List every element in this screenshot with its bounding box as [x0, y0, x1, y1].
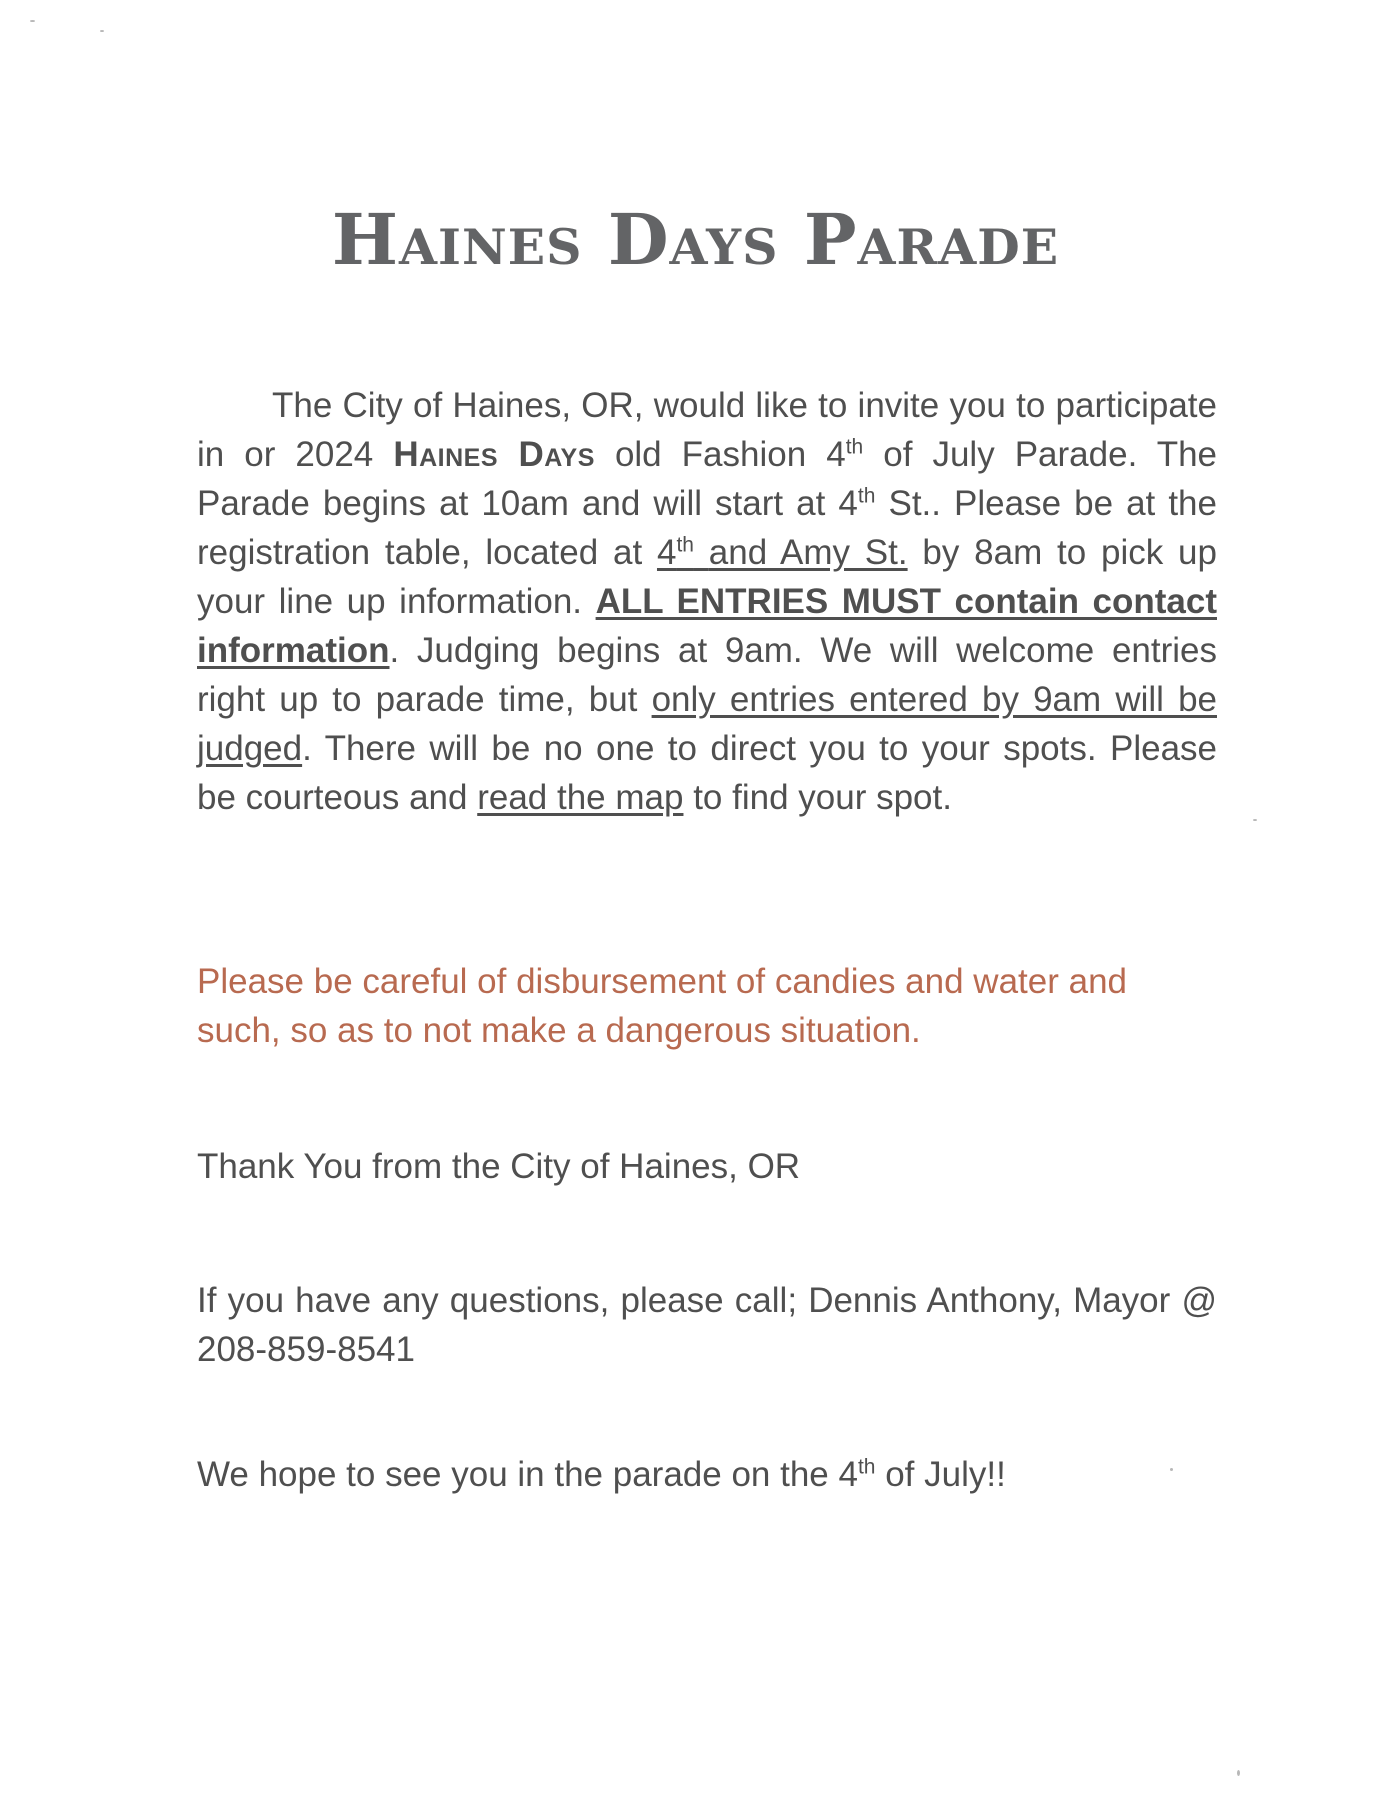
intro-text-1: The City of Haines, OR, would like to invite you to participate in or 2024	[197, 386, 1217, 474]
scan-speck	[30, 20, 35, 22]
thank-you-line: Thank You from the City of Haines, OR	[197, 1147, 801, 1186]
contact-paragraph: If you have any questions, please call; Dennis Anthony, Mayor @ 208-859-8541	[197, 1281, 1217, 1369]
closing-line	[197, 1450, 1217, 1499]
ordinal-suffix: th	[676, 533, 694, 557]
intro-text-7: . There will be no one to direct you to your spots. Please be courteous and	[197, 729, 1217, 817]
scan-speck	[100, 30, 104, 32]
contact-info-requirement: ALL ENTRIES MUST contain contact information	[197, 582, 1217, 670]
ordinal-suffix: th	[845, 435, 864, 459]
event-name: Haines Days	[393, 435, 595, 474]
intro-text-3: of July Parade. The Parade begins at 10am and will start at 4	[197, 435, 1217, 523]
closing-text-1: We hope to see you in the parade on the 4	[197, 1455, 858, 1494]
intro-text-5: by 8am to pick up your line up information.	[197, 533, 1217, 621]
safety-warning: Please be careful of disbursement of candies and water and such, so as to not make a dangerous situation.	[197, 962, 1128, 1050]
judging-deadline: only entries entered by 9am will be judged	[197, 680, 1217, 768]
scan-speck	[1170, 1468, 1173, 1471]
intro-text-8: to find your spot.	[693, 778, 952, 817]
scan-speck	[1237, 1770, 1240, 1776]
intro-text-2: old Fashion 4	[614, 435, 846, 474]
location-number: 4	[656, 533, 677, 572]
scan-speck	[1253, 819, 1257, 821]
read-map-note: read the map	[477, 778, 684, 817]
ordinal-suffix: th	[857, 1455, 876, 1479]
location-street: and Amy St.	[708, 533, 908, 572]
page-title: Haines Days Parade	[331, 198, 1060, 281]
closing-text-2: of July!!	[885, 1455, 1006, 1494]
intro-text-4: St.. Please be at the registration table, located at	[197, 484, 1217, 572]
registration-location	[657, 533, 908, 572]
invitation-paragraph	[197, 381, 1217, 822]
intro-text-6: . Judging begins at 9am. We will welcome entries right up to parade time, but	[197, 631, 1217, 719]
ordinal-suffix: th	[857, 484, 876, 508]
